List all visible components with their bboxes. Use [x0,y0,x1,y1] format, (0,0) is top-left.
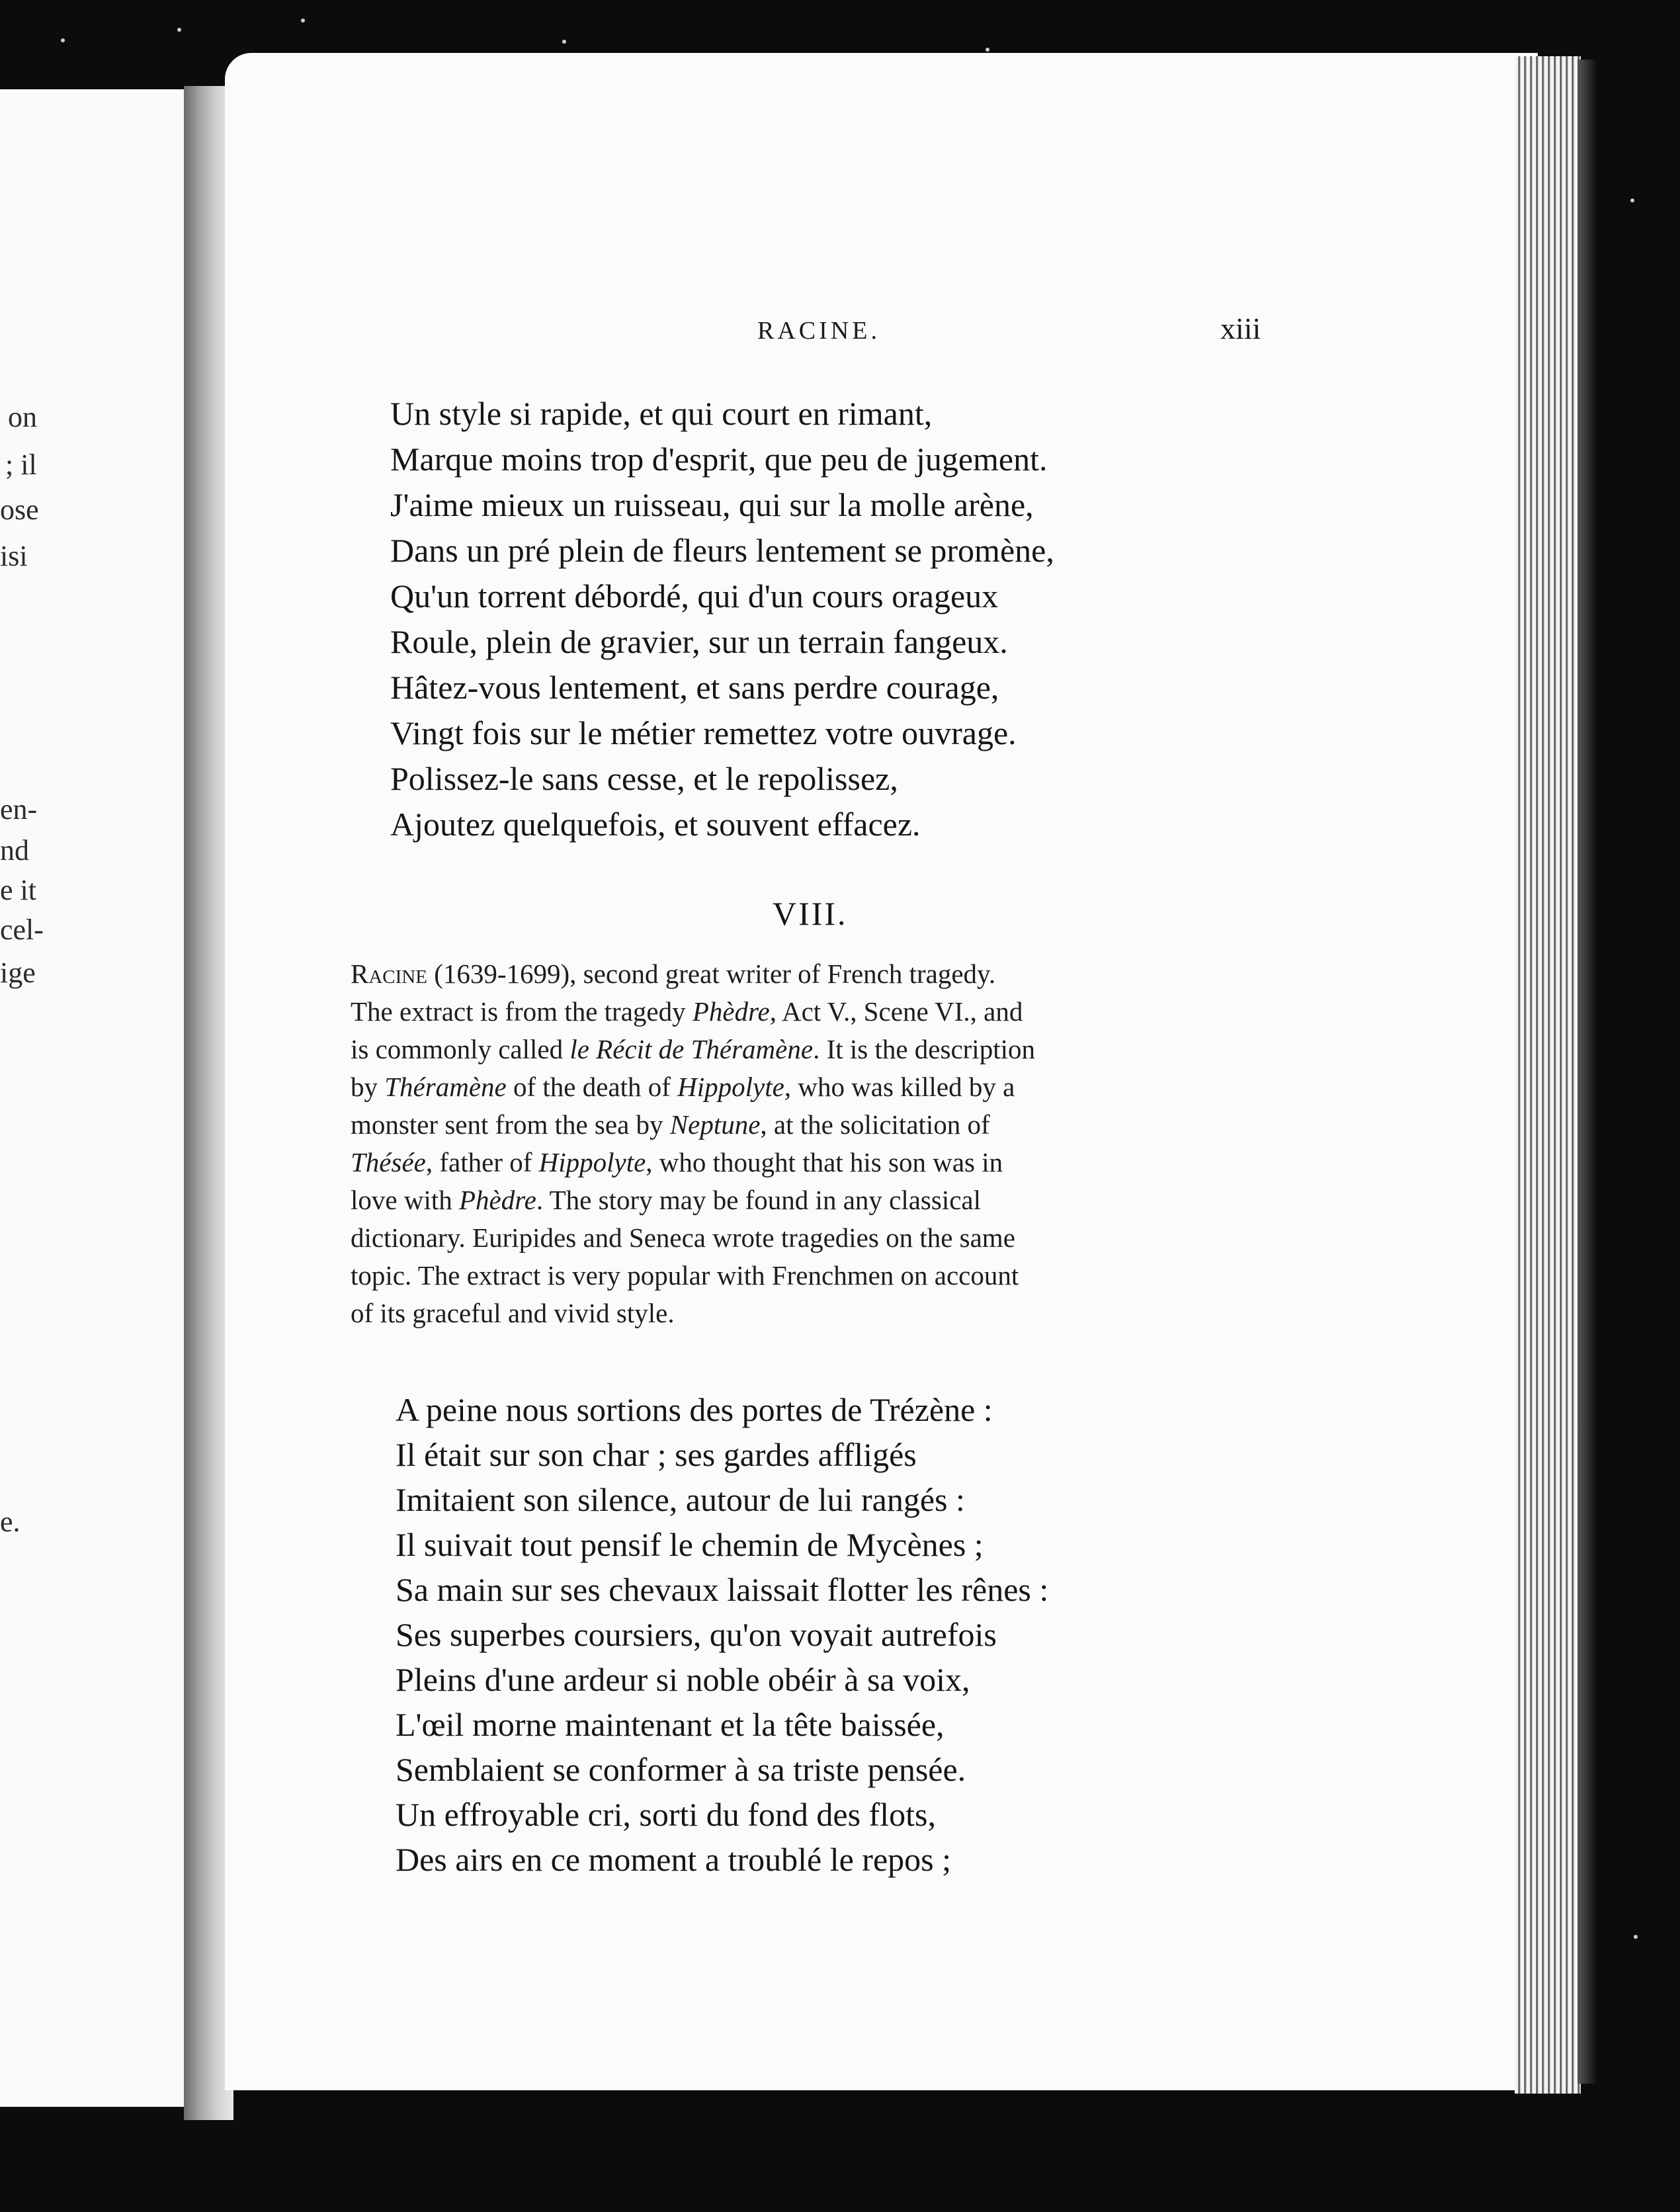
verse-line: Qu'un torrent débordé, qui d'un cours orageux [390,577,999,615]
verse-line: J'aime mieux un ruisseau, qui sur la molle arène, [390,486,1034,523]
note-text: love with [351,1185,459,1215]
verse-line: L'œil morne maintenant et la tête baissée, [396,1706,945,1743]
verse-line: A peine nous sortions des portes de Trézène : [396,1391,993,1428]
note-line [351,1071,1015,1103]
dust-speck [562,40,566,44]
page-edges [1515,56,1581,2094]
note-text: of the death of [506,1072,678,1102]
dust-speck [1630,198,1634,202]
note-line [351,1184,981,1216]
facing-page-text-fragment: on [8,401,37,433]
note-line: dictionary. Euripides and Seneca wrote tragedies on the same [351,1222,1015,1253]
note-text: The extract is from the tragedy [351,996,693,1027]
verse-line: Des airs en ce moment a troublé le repos ; [396,1841,951,1878]
verse-line: Il suivait tout pensif le chemin de Mycènes ; [396,1526,984,1563]
note-line [351,1146,1003,1178]
dust-speck [301,19,305,22]
note-character-name: Neptune [669,1109,761,1140]
running-title: RACINE. [757,317,880,345]
verse-line: Semblaient se conformer à sa triste pensée. [396,1751,966,1788]
facing-page-text-fragment: ige [0,957,36,989]
verse-line: Il était sur son char ; ses gardes affligés [396,1436,917,1473]
note-text: . It is the description [813,1034,1035,1064]
note-text: , who thought that his son was in [646,1147,1003,1177]
facing-page-text-fragment: cel- [0,914,44,946]
verse-line: Ajoutez quelquefois, et souvent effacez. [390,806,921,843]
verse-line: Ses superbes coursiers, qu'on voyait autrefois [396,1616,997,1653]
note-text: , at the solicitation of [760,1109,990,1140]
verse-line: Marque moins trop d'esprit, que peu de jugement. [390,441,1048,478]
facing-page-text-fragment: e. [0,1506,21,1538]
dust-speck [177,28,181,32]
note-text: (1639-1699), second great writer of French tragedy. [427,958,996,989]
note-character-name: Hippolyte [677,1072,784,1102]
note-character-name: Hippolyte [538,1147,646,1177]
note-line [351,1033,1035,1065]
verse-line: Hâtez-vous lentement, et sans perdre courage, [390,669,999,706]
dust-speck [1634,1935,1638,1939]
note-line [351,958,995,990]
facing-page-text-fragment: nd [0,834,29,867]
verse-line: Polissez-le sans cesse, et le repolissez, [390,760,898,797]
note-character-name: Phèdre [458,1185,536,1215]
facing-page-text-fragment: ose [0,493,39,526]
note-work-title: le Récit de Théramène [569,1034,814,1064]
dust-speck [61,38,65,42]
verse-line: Un effroyable cri, sorti du fond des flots, [396,1796,936,1833]
note-text: is commonly called [351,1034,570,1064]
note-text: , who was killed by a [784,1072,1015,1102]
verse-line: Pleins d'une ardeur si noble obéir à sa voix, [396,1661,970,1698]
verse-line: Imitaient son silence, autour de lui rangés : [396,1481,965,1518]
note-author: Racine [351,958,427,989]
note-work-title: Phèdre [692,996,770,1027]
note-line [351,996,1023,1027]
facing-page-text-fragment: ; il [5,448,37,481]
note-text: , Act V., Scene VI., and [769,996,1023,1027]
note-line [351,1109,990,1140]
note-line: of its graceful and vivid style. [351,1298,675,1328]
note-text: by [351,1072,385,1102]
note-character-name: Théramène [384,1072,507,1102]
note-text: , father of [425,1147,539,1177]
facing-page-text-fragment: en- [0,793,38,826]
note-text: monster sent from the sea by [351,1109,670,1140]
facing-page-text-fragment: isi [0,540,28,572]
page-edges-shadow [1577,60,1597,2084]
verse-line: Un style si rapide, et qui court en rimant, [390,395,933,432]
verse-line: Roule, plein de gravier, sur un terrain fangeux. [390,623,1008,660]
facing-page-text-fragment: e it [0,874,36,906]
verse-line: Vingt fois sur le métier remettez votre ouvrage. [390,714,1017,751]
page-number: xiii [1220,312,1261,345]
dust-speck [986,48,989,52]
verse-line: Dans un pré plein de fleurs lentement se promène, [390,532,1054,569]
section-heading: VIII. [773,895,848,932]
note-line: topic. The extract is very popular with Frenchmen on account [351,1260,1019,1291]
note-text: . The story may be found in any classical [536,1185,982,1215]
facing-page [0,89,198,2107]
note-character-name: Thésée [351,1147,426,1177]
verse-line: Sa main sur ses chevaux laissait flotter les rênes : [396,1571,1049,1608]
